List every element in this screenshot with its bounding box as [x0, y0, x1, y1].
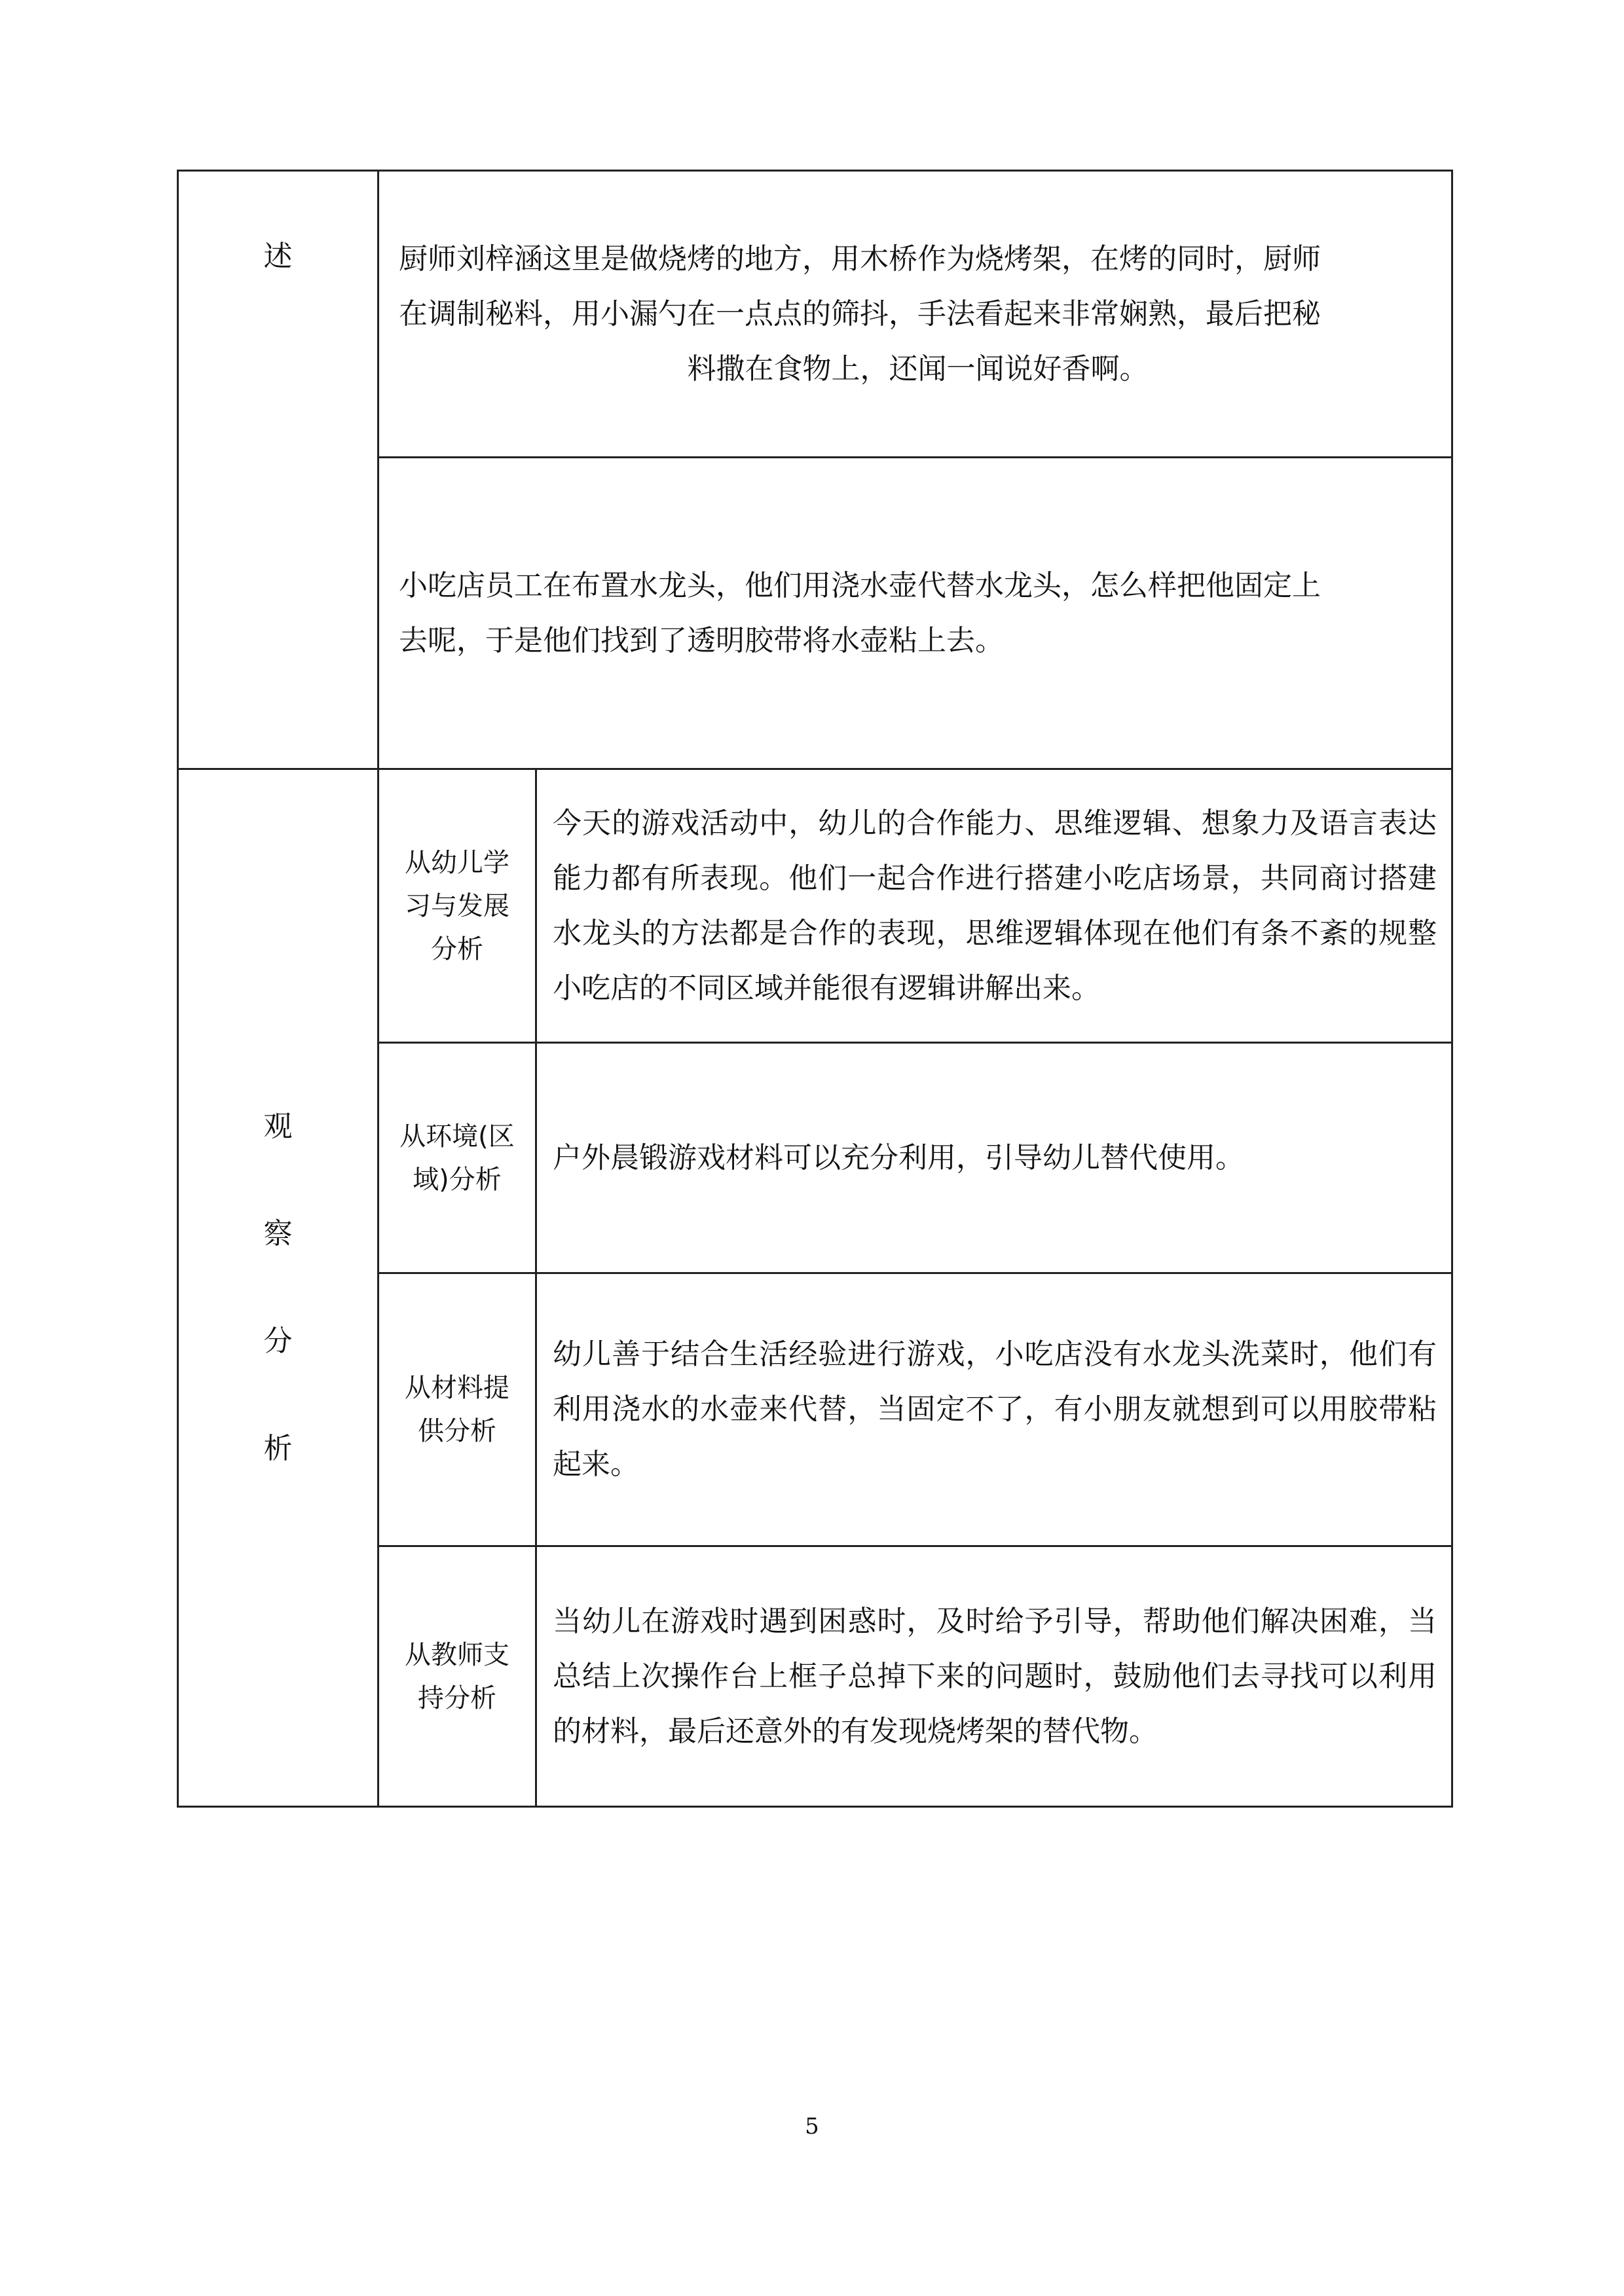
description-1-line-3: 料撒在食物上，还闻一闻说好香啊。: [687, 352, 1149, 386]
analysis-label-char-3: 分: [263, 1324, 293, 1358]
analysis-sub-label-1: 从幼儿学习与发展分析: [378, 769, 536, 1043]
description-2-line-2: 去呢，于是他们找到了透明胶带将水壶粘上去。: [399, 623, 1004, 657]
description-label-cell: [178, 171, 378, 769]
analysis-text-3: 幼儿善于结合生活经验进行游戏，小吃店没有水龙头洗菜时，他们有利用浇水的水壶来代替，当固定不了，有小朋友就想到可以用胶带粘起来。: [536, 1273, 1452, 1546]
analysis-text-1: 今天的游戏活动中，幼儿的合作能力、思维逻辑、想象力及语言表达能力都有所表现。他们一起合作进行搭建小吃店场景，共同商讨搭建水龙头的方法都是合作的表现，思维逻辑体现在他们有条不紊的规整小吃店的不同区域并能很有逻辑讲解出来。: [536, 769, 1452, 1043]
analysis-sub-label-4: 从教师支持分析: [378, 1546, 536, 1807]
analysis-text-2: 户外晨锻游戏材料可以充分利用，引导幼儿替代使用。: [536, 1043, 1452, 1273]
description-1-line-2: 在调制秘料，用小漏勺在一点点的筛抖，手法看起来非常娴熟，最后把秘: [399, 297, 1321, 331]
analysis-label-char-1: 观: [263, 1110, 293, 1143]
analysis-label-cell: [178, 769, 378, 1807]
description-cell-1: [378, 171, 1452, 458]
description-2-line-1: 小吃店员工在布置水龙头，他们用浇水壶代替水龙头，怎么样把他固定上: [399, 568, 1321, 602]
analysis-sub-label-2: 从环境(区域)分析: [378, 1043, 536, 1273]
analysis-row-child-development: [178, 769, 1452, 1043]
description-cell-2: [378, 458, 1452, 769]
analysis-text-4: 当幼儿在游戏时遇到困惑时，及时给予引导，帮助他们解决困难，当总结上次操作台上框子总掉下来的问题时，鼓励他们去寻找可以利用的材料，最后还意外的有发现烧烤架的替代物。: [536, 1546, 1452, 1807]
analysis-label-char-2: 察: [263, 1217, 293, 1250]
description-label: 述: [263, 240, 293, 273]
description-1-line-1: 厨师刘梓涵这里是做烧烤的地方，用木桥作为烧烤架，在烤的同时，厨师: [399, 242, 1321, 276]
observation-record-table: [177, 170, 1453, 1808]
analysis-label-char-4: 析: [263, 1432, 293, 1465]
analysis-sub-label-3: 从材料提供分析: [378, 1273, 536, 1546]
description-row-1: [178, 171, 1452, 458]
page-number: 5: [805, 2113, 819, 2140]
